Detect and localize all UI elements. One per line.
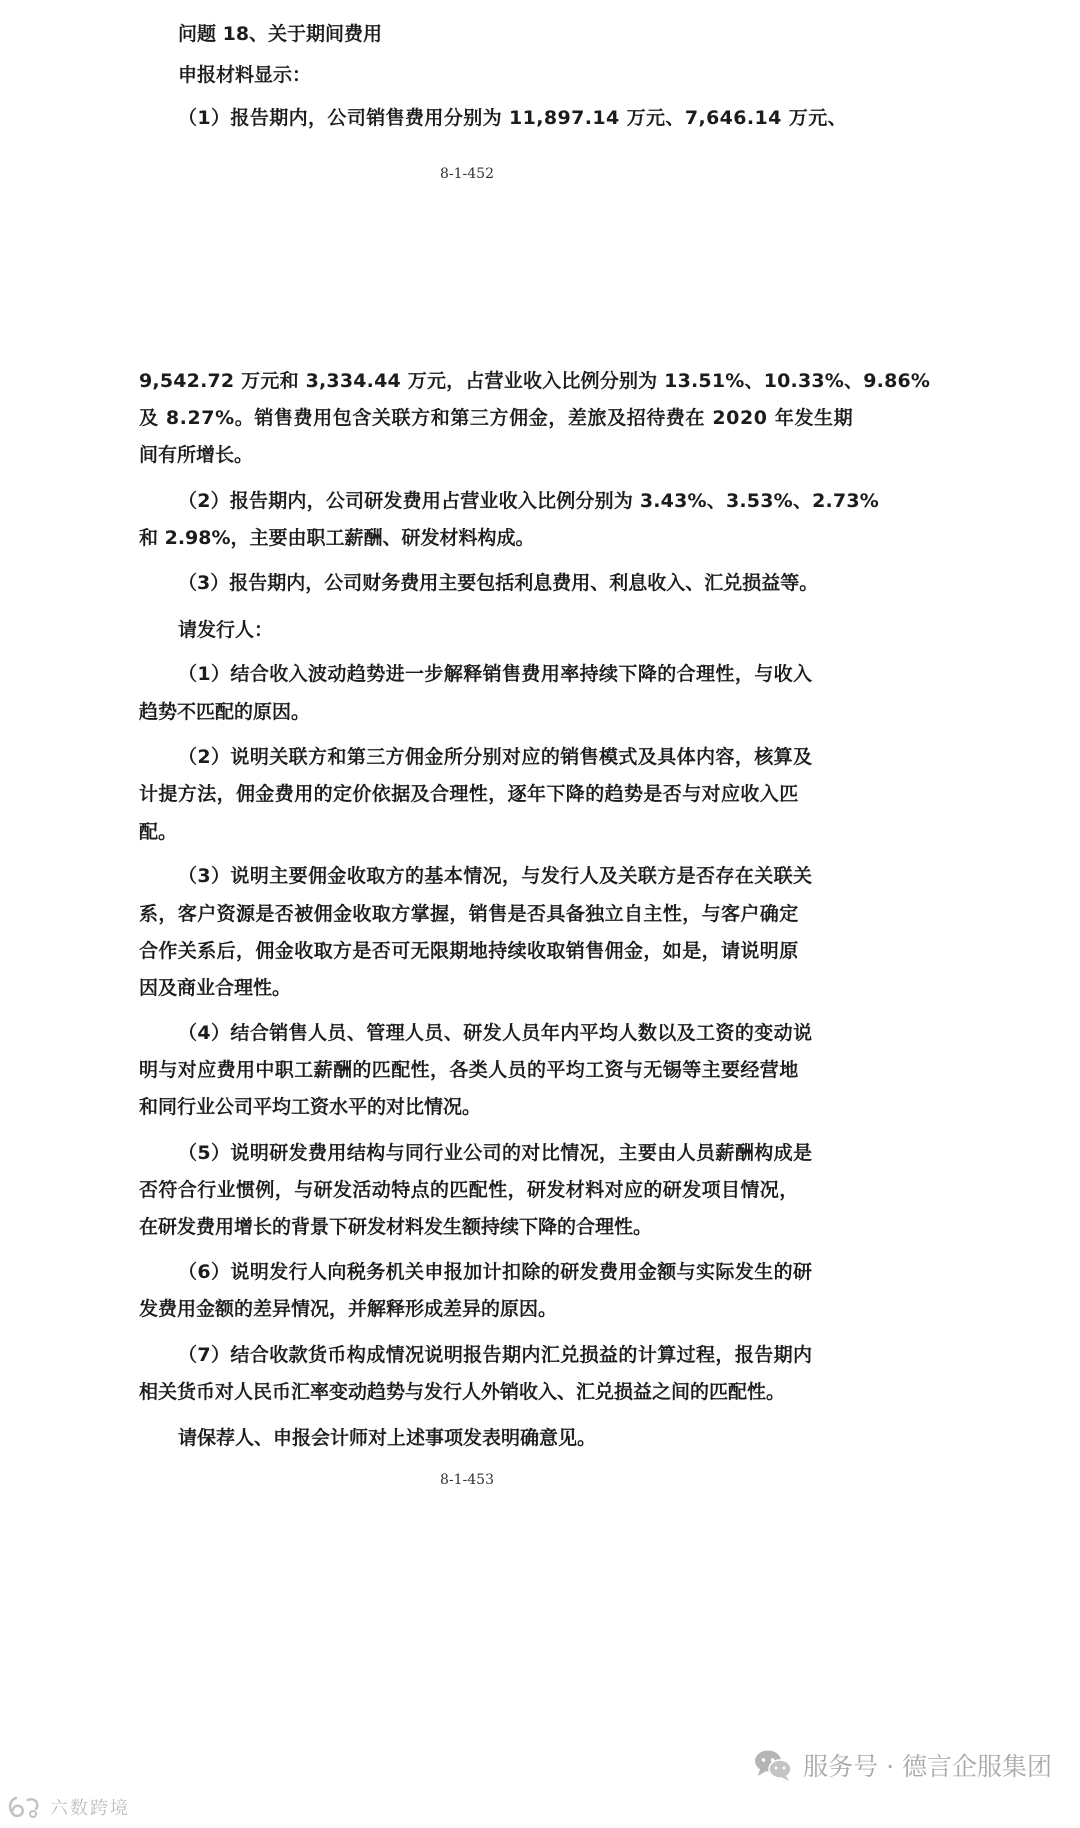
paragraph-line: 9,542.72 万元和 3,334.44 万元，占营业收入比例分别为 13.51%、10.33%、9.86% (139, 370, 931, 392)
paragraph-line: 否符合行业惯例，与研发活动特点的匹配性，研发材料对应的研发项目情况， (139, 1179, 799, 1201)
paragraph-line: 和同行业公司平均工资水平的对比情况。 (139, 1096, 482, 1118)
paragraph-line: 发费用金额的差异情况，并解释形成差异的原因。 (139, 1298, 558, 1320)
paragraph-line: 趋势不匹配的原因。 (139, 701, 311, 723)
paragraph-line: 请发行人： (178, 619, 274, 641)
paragraph-line: （6）说明发行人向税务机关申报加计扣除的研发费用金额与实际发生的研 (178, 1261, 813, 1283)
paragraph-line: 因及商业合理性。 (139, 977, 292, 999)
page-number: 8-1-452 (440, 166, 494, 182)
paragraph-line: 和 2.98%，主要由职工薪酬、研发材料构成。 (139, 527, 535, 549)
six-logo-icon (6, 1795, 42, 1819)
paragraph-line: 计提方法，佣金费用的定价依据及合理性，逐年下降的趋势是否与对应收入匹 (139, 783, 799, 805)
paragraph-line: （3）说明主要佣金收取方的基本情况，与发行人及关联方是否存在关联关 (178, 865, 813, 887)
paragraph-line: 请保荐人、申报会计师对上述事项发表明确意见。 (178, 1427, 597, 1449)
watermark-brand-text: 六数跨境 (50, 1798, 130, 1819)
paragraph-line: 相关货币对人民币汇率变动趋势与发行人外销收入、汇兑损益之间的匹配性。 (139, 1381, 786, 1403)
paragraph-line: （3）报告期内，公司财务费用主要包括利息费用、利息收入、汇兑损益等。 (178, 572, 819, 594)
paragraph-line: 配。 (139, 821, 178, 843)
paragraph-line: （5）说明研发费用结构与同行业公司的对比情况，主要由人员薪酬构成是 (178, 1142, 813, 1164)
sub-heading: 申报材料显示： (178, 64, 312, 86)
watermark-account (753, 1747, 1052, 1783)
paragraph-line: （1）结合收入波动趋势进一步解释销售费用率持续下降的合理性，与收入 (178, 663, 813, 685)
watermark-account-text: 服务号 · 德言企服集团 (803, 1752, 1052, 1781)
section-heading: 问题 18、关于期间费用 (178, 23, 383, 45)
paragraph-line: 在研发费用增长的背景下研发材料发生额持续下降的合理性。 (139, 1216, 653, 1238)
paragraph-line: （2）报告期内，公司研发费用占营业收入比例分别为 3.43%、3.53%、2.73% (178, 490, 879, 512)
paragraph-line: 明与对应费用中职工薪酬的匹配性，各类人员的平均工资与无锡等主要经营地 (139, 1059, 799, 1081)
paragraph-line: （4）结合销售人员、管理人员、研发人员年内平均人数以及工资的变动说 (178, 1022, 813, 1044)
paragraph-line: 系，客户资源是否被佣金收取方掌握，销售是否具备独立自主性，与客户确定 (139, 903, 799, 925)
paragraph-line: 间有所增长。 (139, 444, 254, 466)
paragraph-line: 及 8.27%。销售费用包含关联方和第三方佣金，差旅及招待费在 2020 年发生期 (139, 407, 854, 429)
watermark-brand (6, 1794, 130, 1820)
page-number: 8-1-453 (440, 1472, 494, 1488)
wechat-icon (753, 1748, 793, 1782)
paragraph-line: （7）结合收款货币构成情况说明报告期内汇兑损益的计算过程，报告期内 (178, 1344, 813, 1366)
paragraph-line: 合作关系后，佣金收取方是否可无限期地持续收取销售佣金，如是，请说明原 (139, 940, 799, 962)
paragraph-line: （1）报告期内，公司销售费用分别为 11,897.14 万元、7,646.14 万元、 (178, 107, 847, 129)
paragraph-line: （2）说明关联方和第三方佣金所分别对应的销售模式及具体内容，核算及 (178, 746, 813, 768)
